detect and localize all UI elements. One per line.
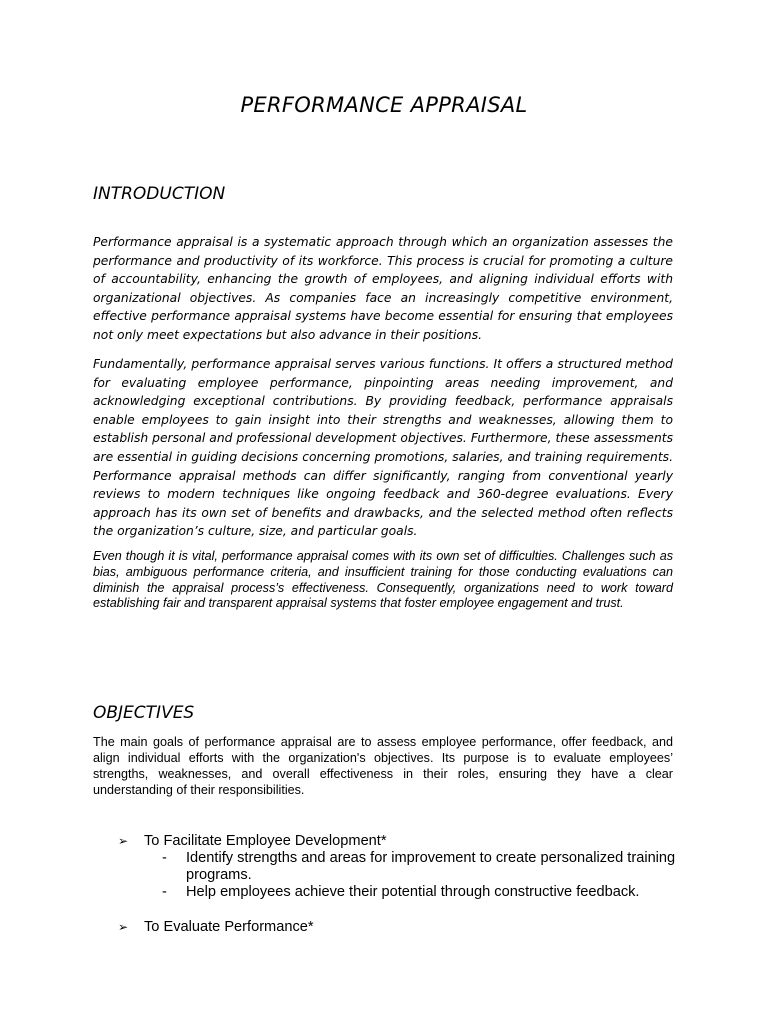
introduction-heading: INTRODUCTION bbox=[93, 184, 226, 204]
list-item bbox=[118, 919, 698, 936]
sub-list-item bbox=[118, 850, 698, 884]
objectives-list bbox=[118, 833, 698, 936]
dash-bullet: - bbox=[162, 850, 167, 866]
intro-paragraph-1: Performance appraisal is a systematic approach through which an organization assesses the performance and productivity of its workforce. This process is crucial for promoting a culture of accountability, enhancing the growth of employees, and aligning individual efforts with organizational objectives. As companies face an increasingly competitive environment, effective performance appraisal systems have become essential for ensuring that employees not only meet expectations but also advance in their positions. bbox=[93, 235, 673, 342]
sub-list-item-text: Help employees achieve their potential through constructive feedback. bbox=[186, 884, 640, 900]
list-item bbox=[118, 833, 698, 850]
sub-list-item-text: Identify strengths and areas for improvement to create personalized training programs. bbox=[186, 850, 676, 883]
list-item-label: To Facilitate Employee Development* bbox=[144, 833, 387, 849]
intro-paragraph-3: Even though it is vital, performance appraisal comes with its own set of difficulties. Challenges such as bias, ambiguous performance criteria, and insufficient training for those conducting evaluations can diminish the appraisal process’s effectiveness. Consequently, organizations need to work toward establishing fair and transparent appraisal systems that foster employee engagement and trust. bbox=[93, 549, 673, 611]
dash-bullet: - bbox=[162, 884, 167, 900]
objectives-heading: OBJECTIVES bbox=[93, 703, 195, 723]
intro-paragraph-2: Fundamentally, performance appraisal serves various functions. It offers a structured method for evaluating employee performance, pinpointing areas needing improvement, and acknowledging exceptional contributions. By providing feedback, performance appraisals enable employees to gain insight into their strengths and weaknesses, allowing them to establish personal and professional development objectives. Furthermore, these assessments are essential in guiding decisions concerning promotions, salaries, and training requirements. Performance appraisal methods can differ significantly, ranging from conventional yearly reviews to modern techniques like ongoing feedback and 360-degree evaluations. Every approach has its own set of benefits and drawbacks, and the selected method often reflects the organization’s culture, size, and particular goals. bbox=[93, 357, 673, 539]
sub-list-item bbox=[118, 884, 698, 901]
arrow-bullet-icon: ➢ bbox=[118, 920, 129, 934]
document-title: PERFORMANCE APPRAISAL bbox=[240, 93, 528, 117]
list-item-label: To Evaluate Performance* bbox=[144, 919, 314, 935]
objectives-paragraph: The main goals of performance appraisal are to assess employee performance, offer feedback, and align individual efforts with the organization's objectives. Its purpose is to evaluate employees’ strengths, weaknesses, and overall effectiveness in their roles, ensuring they have a clear understanding of their responsibilities. bbox=[93, 735, 673, 797]
arrow-bullet-icon: ➢ bbox=[118, 834, 129, 848]
